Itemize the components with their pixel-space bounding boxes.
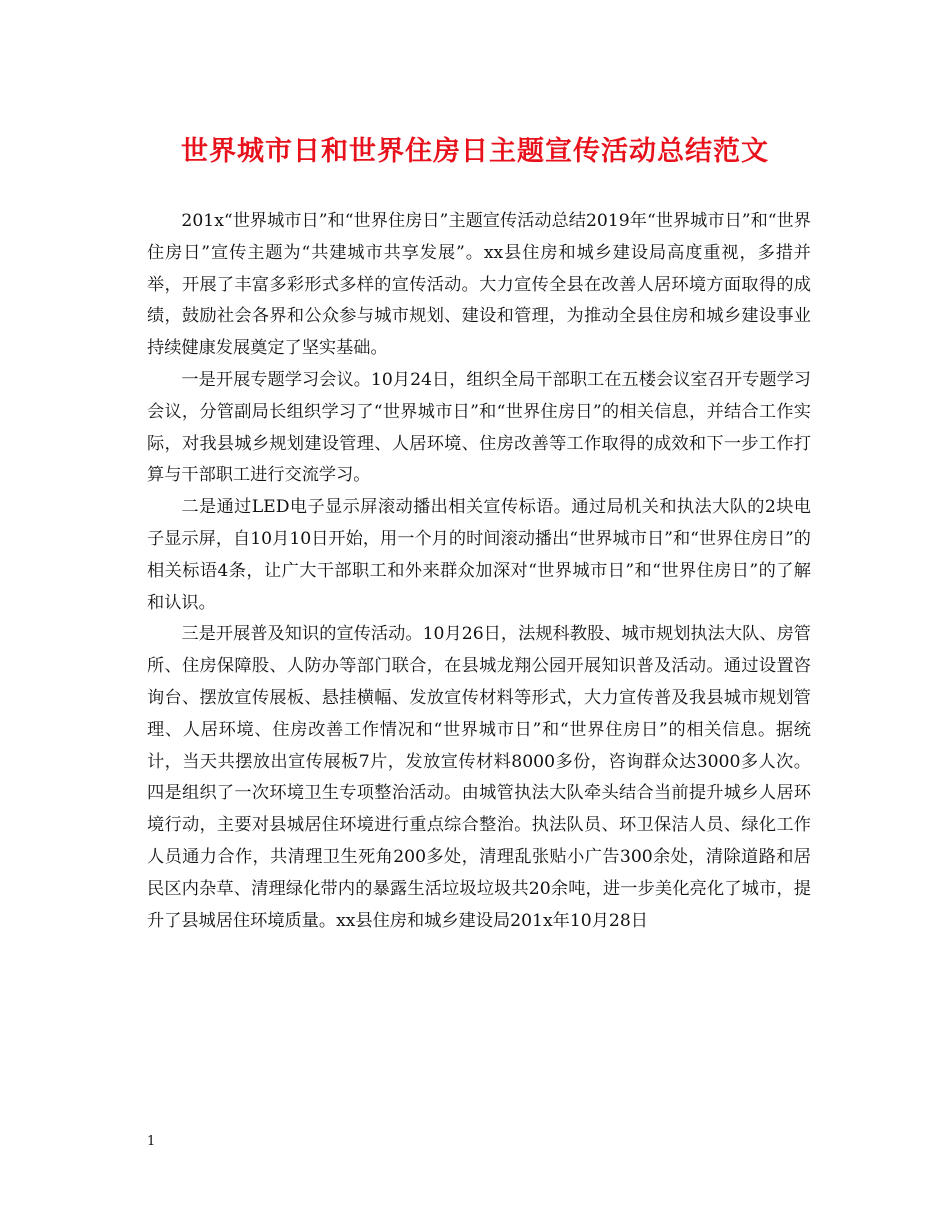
document-title: 世界城市日和世界住房日主题宣传活动总结范文 bbox=[181, 136, 769, 167]
paragraph-led-display: 二是通过LED电子显示屏滚动播出相关宣传标语。通过局机关和执法大队的2块电子显示屏，自10月10日开始，用一个月的时间滚动播出“世界城市日”和“世界住房日”的相关标语4条，让广大干部职工和外来群众加深对“世界城市日”和“世界住房日”的了解和认识。 bbox=[147, 497, 811, 613]
paragraph-publicity-activity: 三是开展普及知识的宣传活动。10月26日，法规科教股、城市规划执法大队、房管所、住房保障股、人防办等部门联合，在县城龙翔公园开展知识普及活动。通过设置咨询台、摆放宣传展板、悬挂横幅、发放宣传材料等形式，大力宣传普及我县城市规划管理、人居环境、住房改善工作情况和“世界城市日”和“世界住房日”的相关信息。据统计，当天共摆放出宣传展板7片，发放宣传材料8000多份，咨询群众达3000多人次。四是组织了一次环境卫生专项整治活动。由城管执法大队牵头结合当前提升城乡人居环境行动，主要对县城居住环境进行重点综合整治。执法队员、环卫保洁人员、绿化工作人员通力合作，共清理卫生死角200多处，清理乱张贴小广告300余处，清除道路和居民区内杂草、清理绿化带内的暴露生活垃圾垃圾共20余吨，进一步美化亮化了城市，提升了县城居住环境质量。xx县住房和城乡建设局201x年10月28日 bbox=[147, 624, 811, 931]
paragraph-study-meeting: 一是开展专题学习会议。10月24日，组织全局干部职工在五楼会议室召开专题学习会议，分管副局长组织学习了“世界城市日”和“世界住房日”的相关信息，并结合工作实际，对我县城乡规划建设管理、人居环境、住房改善等工作取得的成效和下一步工作打算与干部职工进行交流学习。 bbox=[147, 369, 811, 486]
paragraph-intro: 201x“世界城市日”和“世界住房日”主题宣传活动总结2019年“世界城市日”和“世界住房日”宣传主题为“共建城市共享发展”。xx县住房和城乡建设局高度重视，多措并举，开展了丰富多彩形式多样的宣传活动。大力宣传全县在改善人居环境方面取得的成绩，鼓励社会各界和公众参与城市规划、建设和管理，为推动全县住房和城乡建设事业持续健康发展奠定了坚实基础。 bbox=[147, 211, 811, 359]
page-number: 1 bbox=[147, 1134, 156, 1149]
document-body bbox=[147, 206, 811, 937]
